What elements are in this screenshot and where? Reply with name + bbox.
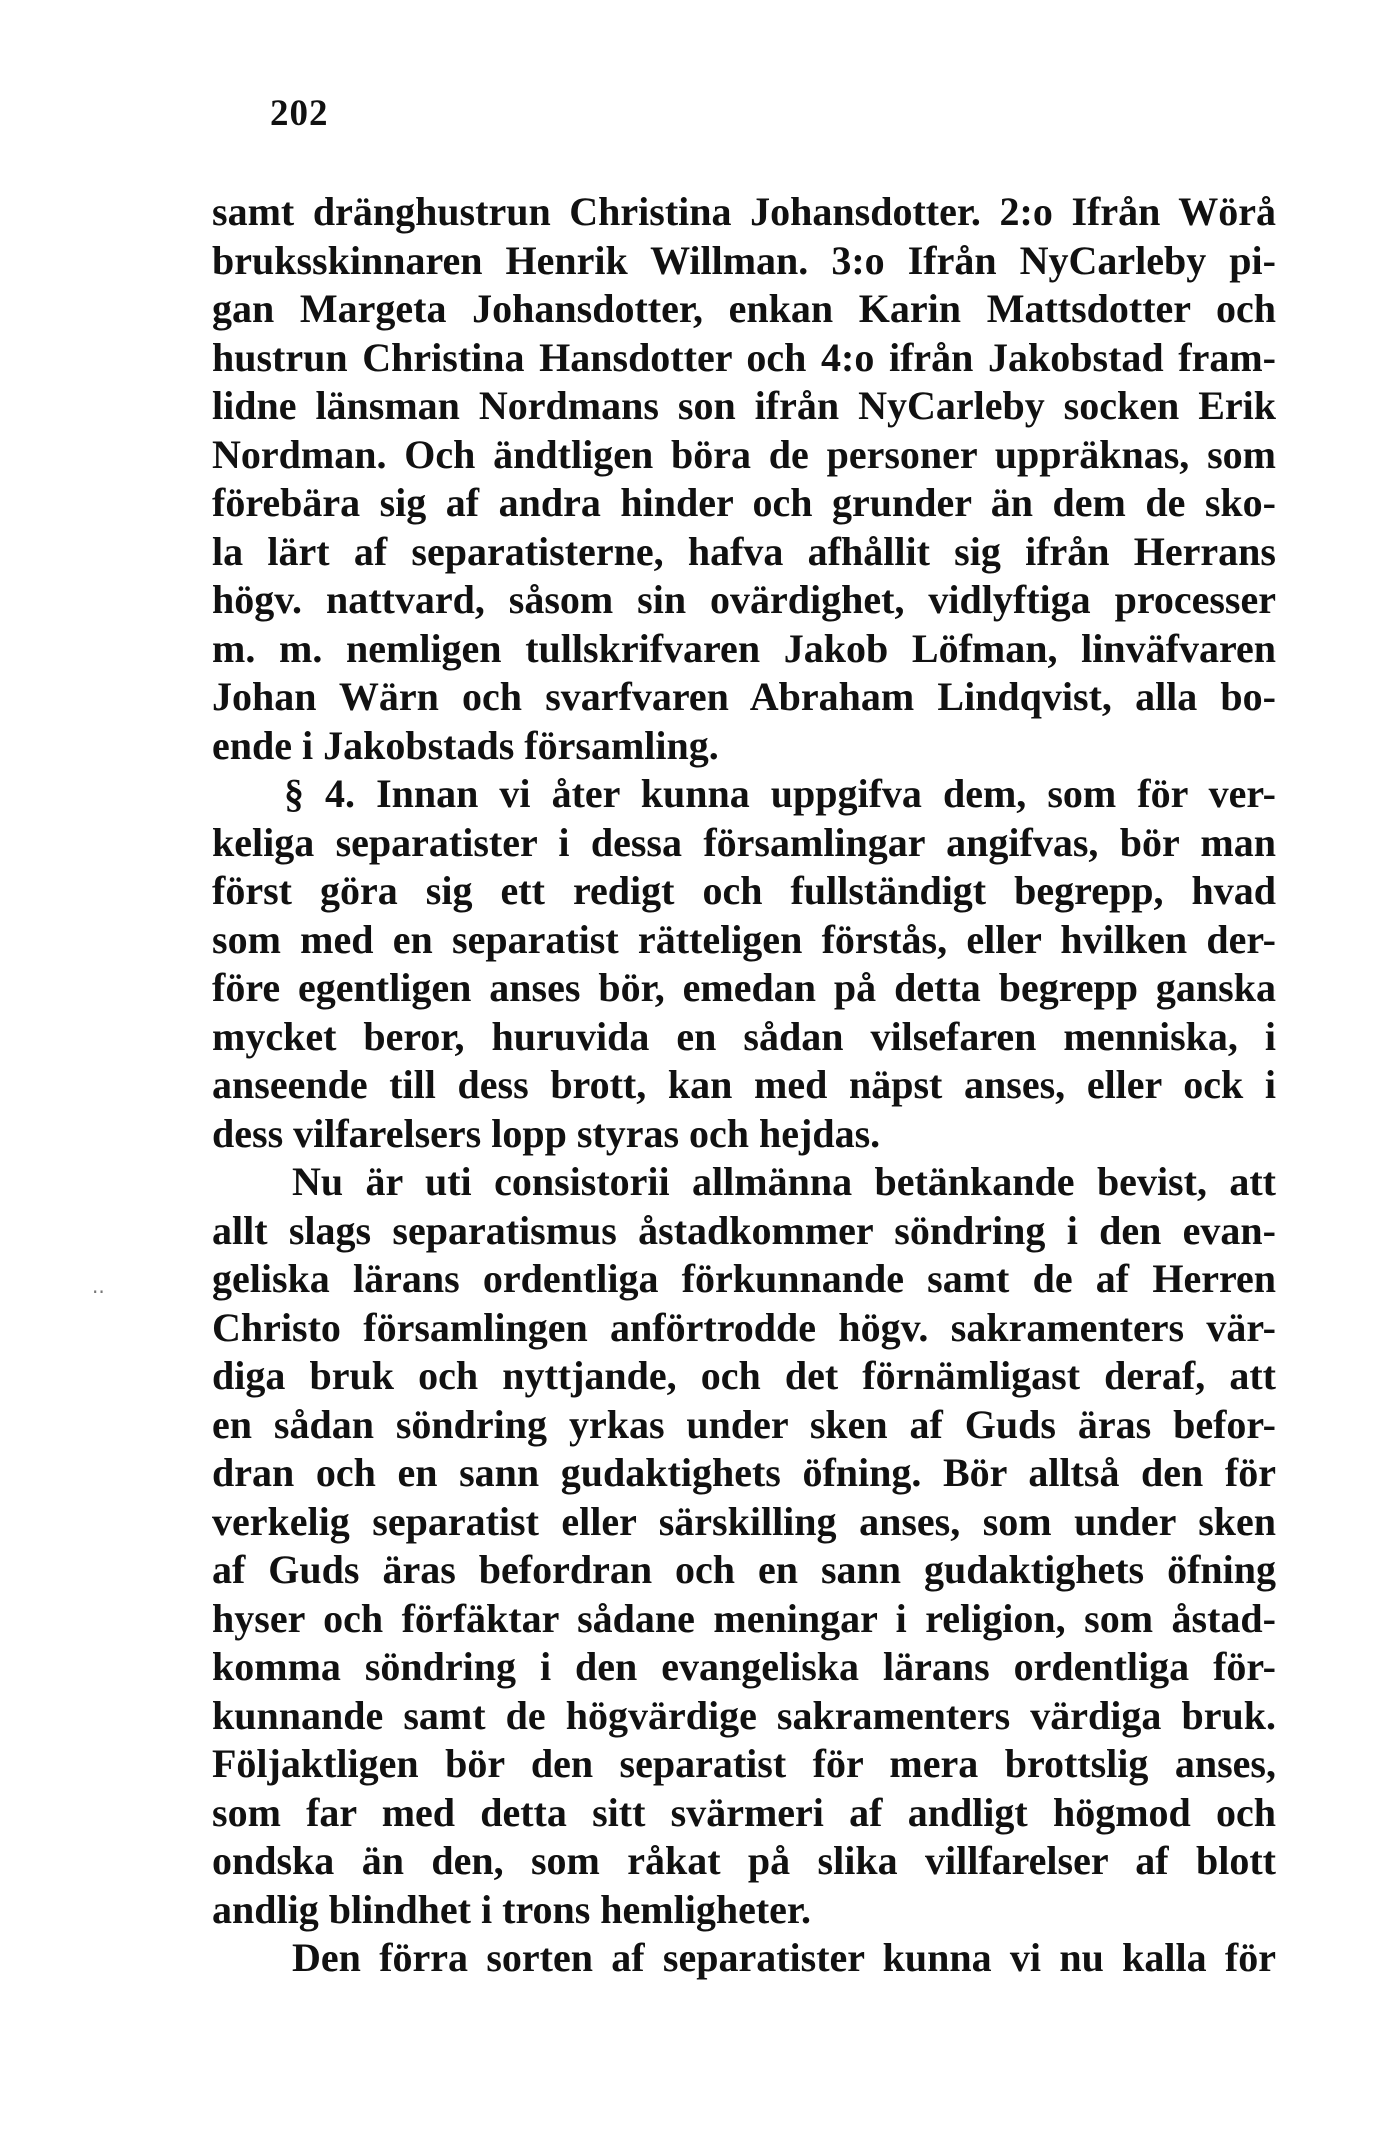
text-line: komma söndring i den evangeliska lärans ordentliga för- — [212, 1644, 1276, 1689]
text-line: ondska än den, som råkat på slika villfarelser af blott — [212, 1838, 1276, 1883]
paragraph-start-line: Den förra sorten af separatister kunna vi nu kalla för — [292, 1935, 1276, 1980]
text-line: allt slags separatismus åstadkommer söndring i den evan- — [212, 1207, 1276, 1253]
text-line: la lärt af separatisterne, hafva afhållit sig ifrån Herrans — [212, 528, 1276, 574]
text-line: en sådan söndring yrkas under sken af Guds äras befor- — [212, 1401, 1276, 1447]
body-text — [212, 188, 1276, 1983]
page-number: 202 — [270, 93, 329, 134]
text-line: som med en separatist rätteligen förstås, eller hvilken der- — [212, 916, 1276, 962]
text-line: som far med detta sitt svärmeri af andligt högmod och — [212, 1789, 1276, 1835]
text-line: ende i Jakobstads församling. — [212, 722, 719, 768]
text-line: geliska lärans ordentliga förkunnande samt de af Herren — [212, 1256, 1276, 1301]
text-line: Johan Wärn och svarfvaren Abraham Lindqvist, alla bo- — [212, 674, 1276, 719]
text-line: före egentligen anses bör, emedan på detta begrepp ganska — [212, 965, 1276, 1010]
text-line: verkelig separatist eller särskilling anses, som under sken — [212, 1498, 1276, 1544]
paragraph-start-line: Nu är uti consistorii allmänna betänkande bevist, att — [292, 1159, 1276, 1204]
text-line: andlig blindhet i trons hemligheter. — [212, 1886, 811, 1932]
text-line: diga bruk och nyttjande, och det förnämligast deraf, att — [212, 1353, 1276, 1398]
text-line: hustrun Christina Hansdotter och 4:o ifrån Jakobstad fram- — [212, 334, 1276, 380]
text-line: bruksskinnaren Henrik Willman. 3:o Ifrån NyCarleby pi- — [212, 237, 1276, 283]
text-line: dess vilfarelsers lopp styras och hejdas. — [212, 1110, 881, 1156]
text-line: Nordman. Och ändtligen böra de personer uppräknas, som — [212, 431, 1276, 477]
text-line: m. m. nemligen tullskrifvaren Jakob Löfman, linväfvaren — [212, 625, 1276, 671]
text-line: samt dränghustrun Christina Johansdotter. 2:o Ifrån Wörå — [212, 189, 1276, 234]
text-line: anseende till dess brott, kan med näpst anses, eller ock i — [212, 1062, 1276, 1107]
text-line: kunnande samt de högvärdige sakramenters värdiga bruk. — [212, 1692, 1276, 1738]
text-line: Följaktligen bör den separatist för mera brottslig anses, — [212, 1741, 1276, 1786]
text-line: lidne länsman Nordmans son ifrån NyCarleby socken Erik — [212, 383, 1276, 428]
text-line: först göra sig ett redigt och fullständigt begrepp, hvad — [212, 868, 1276, 913]
text-line: förebära sig af andra hinder och grunder än dem de sko- — [212, 480, 1276, 525]
text-line: mycket beror, huruvida en sådan vilsefaren menniska, i — [212, 1013, 1276, 1059]
text-line: Christo församlingen anförtrodde högv. sakramenters vär- — [212, 1304, 1276, 1350]
text-line: hyser och förfäktar sådane meningar i religion, som åstad- — [212, 1595, 1276, 1641]
text-line: gan Margeta Johansdotter, enkan Karin Mattsdotter och — [212, 286, 1276, 331]
text-line: af Guds äras befordran och en sann gudaktighets öfning — [212, 1547, 1276, 1592]
text-line: högv. nattvard, såsom sin ovärdighet, vidlyftiga processer — [212, 577, 1276, 622]
text-line: dran och en sann gudaktighets öfning. Bör alltså den för — [212, 1450, 1276, 1495]
margin-mark: ·· — [92, 1280, 105, 1304]
text-line: keliga separatister i dessa församlingar angifvas, bör man — [212, 819, 1276, 865]
section-heading-line: § 4. Innan vi åter kunna uppgifva dem, som för ver- — [284, 771, 1276, 816]
